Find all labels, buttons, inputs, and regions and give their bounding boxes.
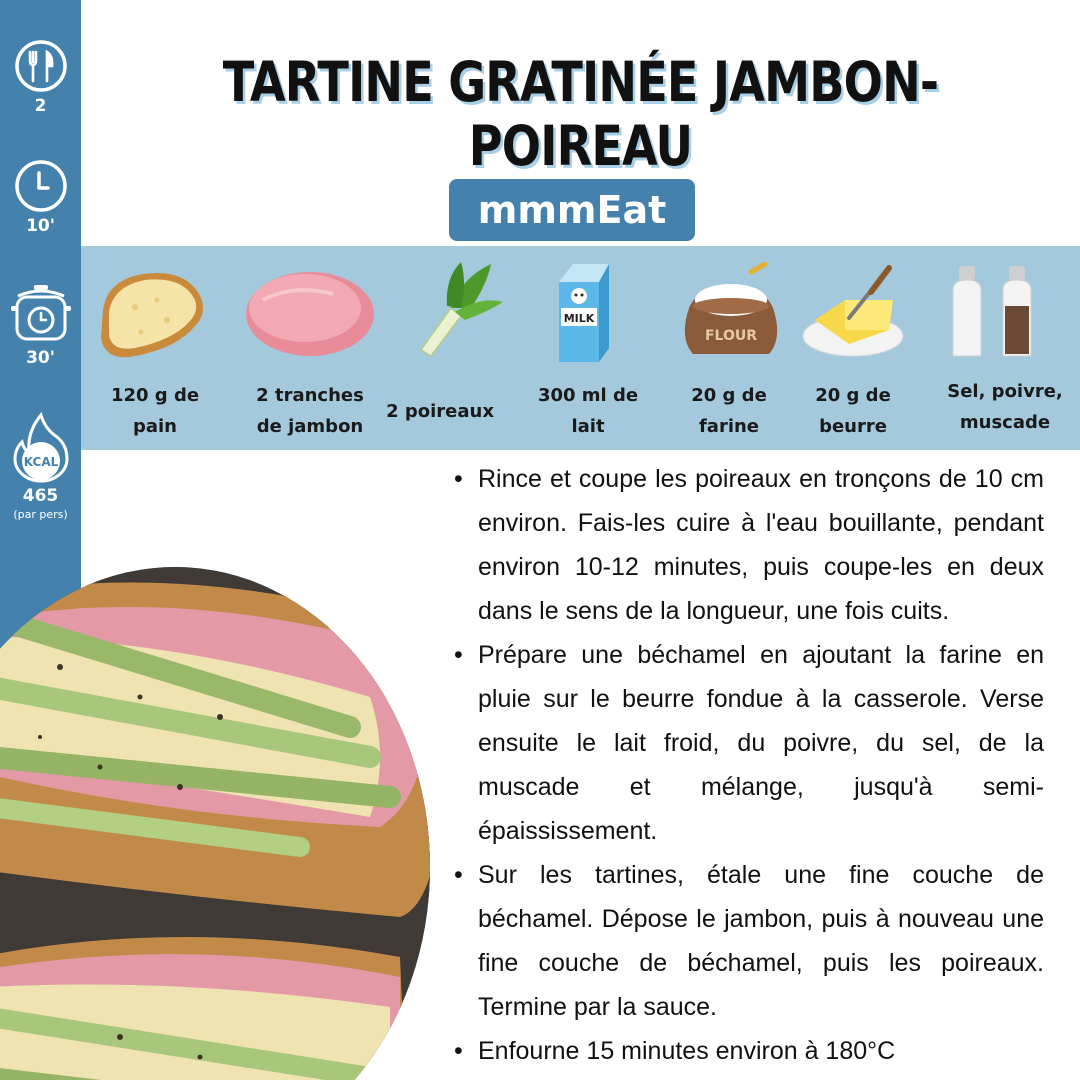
tartine-photo-illustration: [0, 567, 430, 1080]
ingredient-milk: 300 ml de lait: [537, 385, 639, 437]
ingredient-bread: 120 g de pain: [110, 385, 200, 437]
recipe-photo: [0, 567, 430, 1080]
ingredient-butter: 20 g de beurre: [815, 385, 891, 437]
ingredient-seasoning: Sel, poivre, muscade: [947, 381, 1063, 433]
calories-value: 465: [22, 486, 59, 506]
instruction-step: • Prépare une béchamel en ajoutant la farine en pluie sur le beurre fondue à la casserole. Verse ensuite le lait froid, du poivre, du sel, de la muscade et mélange, jusqu'à semi-épaississement.: [452, 633, 1044, 853]
instructions-list: [452, 457, 1044, 1073]
clock-icon: [13, 158, 69, 214]
calories-unit: (par pers): [13, 508, 68, 521]
prep-time-item: [0, 158, 81, 236]
salt-pepper-icon: [945, 260, 1045, 364]
milk-carton-icon: [551, 258, 621, 366]
brand-logo: mmmEat: [449, 179, 695, 241]
fork-knife-icon: [13, 38, 69, 94]
cook-time-value: 30': [26, 348, 55, 368]
ingredients-band: [81, 246, 1080, 450]
prep-time-value: 10': [26, 216, 55, 236]
bread-icon: [95, 262, 211, 366]
instruction-step: • Rince et coupe les poireaux en tronçons de 10 cm environ. Fais-les cuire à l'eau bouillante, pendant environ 10-12 minutes, puis coupe-les en deux dans le sens de la longueur, une fois cuits.: [452, 457, 1044, 633]
instruction-step: • Enfourne 15 minutes environ à 180°C: [452, 1029, 1044, 1073]
ingredient-leek: 2 poireaux: [386, 401, 494, 422]
kcal-flame-icon: [8, 412, 74, 484]
servings-value: 2: [34, 96, 47, 116]
calories-item: [0, 412, 81, 521]
instruction-step: • Sur les tartines, étale une fine couche de béchamel. Dépose le jambon, puis à nouveau une fine couche de béchamel, puis les poireaux. Termine par la sauce.: [452, 853, 1044, 1029]
butter-icon: [801, 264, 905, 362]
servings-item: [0, 38, 81, 116]
svg-text:FLOUR: FLOUR: [704, 328, 758, 344]
oven-icon: [8, 282, 74, 346]
svg-text:MILK: MILK: [563, 312, 595, 325]
recipe-title: TARTINE GRATINÉE JAMBON-POIREAU: [222, 50, 939, 178]
svg-text:KCAL: KCAL: [23, 455, 58, 469]
flour-sack-icon: [681, 262, 781, 362]
cook-time-item: [0, 282, 81, 368]
leek-icon: [411, 258, 507, 358]
ingredient-flour: 20 g de farine: [691, 385, 767, 437]
ingredient-ham: 2 tranches de jambon: [256, 385, 364, 437]
ham-icon: [243, 264, 377, 360]
